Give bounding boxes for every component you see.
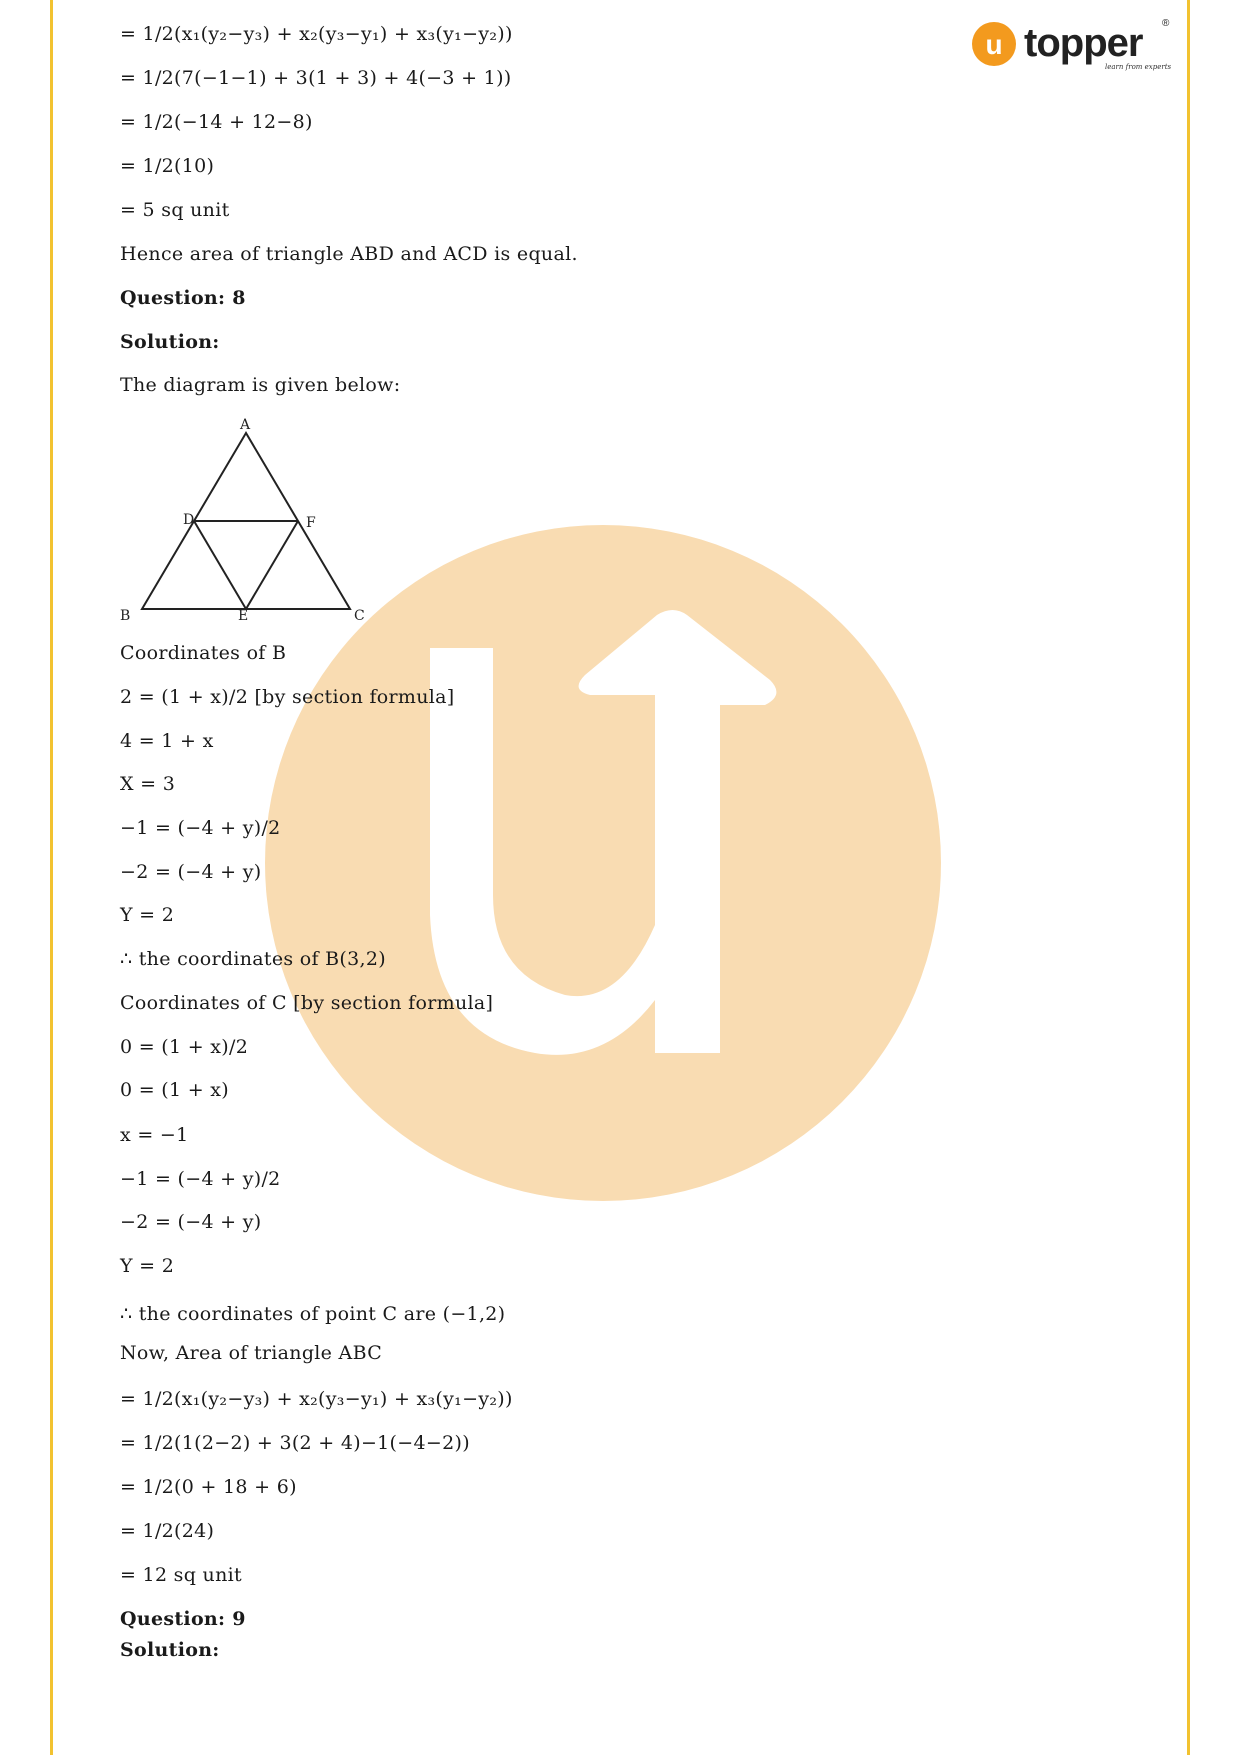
text-line: 2 = (1 + x)/2 [by section formula] <box>120 686 455 708</box>
text-line: The diagram is given below: <box>120 374 401 396</box>
text-line: = 1/2(x₁(y₂−y₃) + x₂(y₃−y₁) + x₃(y₁−y₂)) <box>120 23 513 45</box>
logo-tagline: learn from experts <box>1105 63 1172 71</box>
label-e: E <box>238 608 249 624</box>
text-line: Y = 2 <box>120 904 175 926</box>
question-heading: Question: 9 <box>120 1608 246 1630</box>
text-line: Coordinates of C [by section formula] <box>120 992 494 1014</box>
segment-fe <box>246 521 298 609</box>
watermark-logo-icon <box>265 525 941 1201</box>
text-line: = 12 sq unit <box>120 1564 242 1586</box>
segment-de <box>194 521 246 609</box>
text-line: Coordinates of B <box>120 642 287 664</box>
text-line: Y = 2 <box>120 1255 175 1277</box>
registered-mark: ® <box>1162 18 1170 29</box>
text-line: −1 = (−4 + y)/2 <box>120 1168 281 1190</box>
text-line: 4 = 1 + x <box>120 730 214 752</box>
logo-letter: u <box>985 29 1003 60</box>
text-line: 0 = (1 + x)/2 <box>120 1036 249 1058</box>
text-line: Now, Area of triangle ABC <box>120 1342 383 1364</box>
label-c: C <box>354 608 365 624</box>
logo-text: topper <box>1024 21 1143 65</box>
text-line: = 1/2(10) <box>120 155 215 177</box>
text-line: = 5 sq unit <box>120 199 230 221</box>
question-heading: Question: 8 <box>120 287 246 309</box>
label-a: A <box>239 417 251 433</box>
text-line: −2 = (−4 + y) <box>120 1211 262 1233</box>
solution-heading: Solution: <box>120 331 220 353</box>
text-line: −2 = (−4 + y) <box>120 861 262 883</box>
triangle-diagram <box>118 415 378 625</box>
text-line: = 1/2(1(2−2) + 3(2 + 4)−1(−4−2)) <box>120 1432 470 1454</box>
page-border-right <box>1187 0 1190 1755</box>
text-line: = 1/2(7(−1−1) + 3(1 + 3) + 4(−3 + 1)) <box>120 67 512 89</box>
text-line: −1 = (−4 + y)/2 <box>120 817 281 839</box>
page-border-left <box>50 0 53 1755</box>
label-d: D <box>183 512 195 528</box>
text-line: = 1/2(x₁(y₂−y₃) + x₂(y₃−y₁) + x₃(y₁−y₂)) <box>120 1388 513 1410</box>
text-line: = 1/2(−14 + 12−8) <box>120 111 313 133</box>
label-f: F <box>306 515 316 531</box>
text-line: = 1/2(0 + 18 + 6) <box>120 1476 297 1498</box>
text-line: Hence area of triangle ABD and ACD is equal. <box>120 243 578 265</box>
text-line: x = −1 <box>120 1124 189 1146</box>
solution-heading: Solution: <box>120 1639 220 1661</box>
text-line: = 1/2(24) <box>120 1520 215 1542</box>
text-line: 0 = (1 + x) <box>120 1079 230 1101</box>
label-b: B <box>120 608 131 624</box>
topper-logo <box>972 18 1172 78</box>
text-line: X = 3 <box>120 773 176 795</box>
text-line: ∴ the coordinates of B(3,2) <box>120 948 386 970</box>
text-line: ∴ the coordinates of point C are (−1,2) <box>120 1303 506 1325</box>
